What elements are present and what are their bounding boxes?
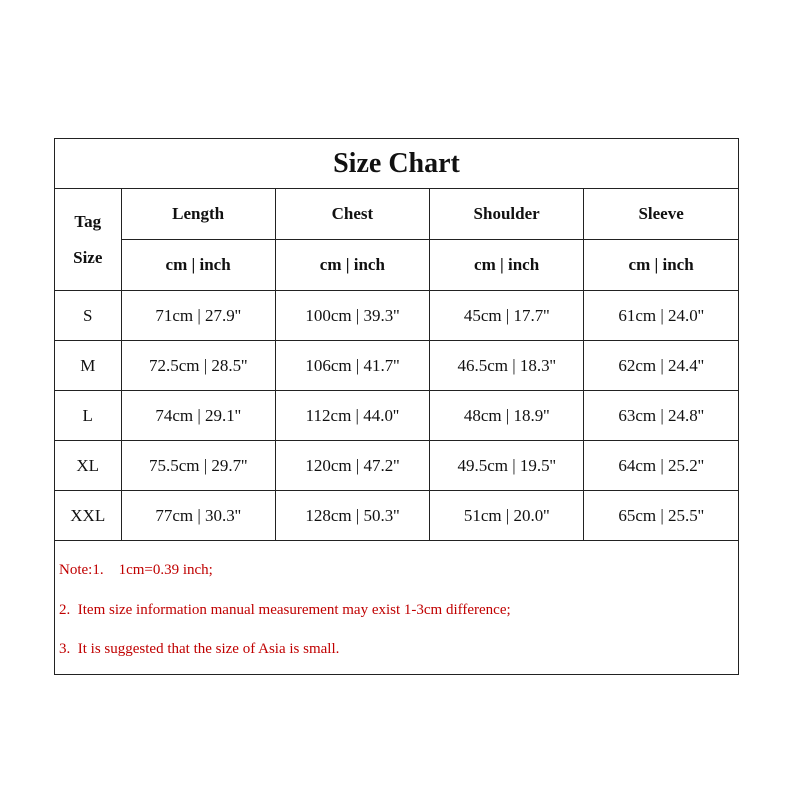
shoulder-cell: 49.5cm | 19.5'' (430, 441, 584, 491)
chest-cell: 120cm | 47.2'' (275, 441, 429, 491)
column-header-chest: Chest (275, 189, 429, 240)
size-chart (54, 138, 739, 675)
chest-cell: 106cm | 41.7'' (275, 341, 429, 391)
unit-header: cm | inch (121, 240, 275, 291)
size-cell: S (55, 291, 121, 341)
table-row (55, 291, 738, 341)
shoulder-cell: 48cm | 18.9'' (430, 391, 584, 441)
size-table (55, 189, 738, 541)
sleeve-cell: 61cm | 24.0'' (584, 291, 738, 341)
column-header-length: Length (121, 189, 275, 240)
size-cell: XXL (55, 491, 121, 541)
size-cell: L (55, 391, 121, 441)
chest-cell: 100cm | 39.3'' (275, 291, 429, 341)
sleeve-cell: 62cm | 24.4'' (584, 341, 738, 391)
tag-label: Tag (74, 211, 102, 231)
length-cell: 74cm | 29.1'' (121, 391, 275, 441)
size-cell: XL (55, 441, 121, 491)
chest-cell: 128cm | 50.3'' (275, 491, 429, 541)
chest-cell: 112cm | 44.0'' (275, 391, 429, 441)
column-header-sleeve: Sleeve (584, 189, 738, 240)
length-cell: 77cm | 30.3'' (121, 491, 275, 541)
length-cell: 75.5cm | 29.7'' (121, 441, 275, 491)
unit-row (55, 240, 738, 291)
size-cell: M (55, 341, 121, 391)
unit-header: cm | inch (584, 240, 738, 291)
table-row (55, 491, 738, 541)
header-row (55, 189, 738, 240)
table-row (55, 391, 738, 441)
sleeve-cell: 63cm | 24.8'' (584, 391, 738, 441)
note-line: 2. Item size information manual measurement may exist 1-3cm difference; (59, 601, 511, 618)
table-row (55, 341, 738, 391)
length-cell: 71cm | 27.9'' (121, 291, 275, 341)
sleeve-cell: 65cm | 25.5'' (584, 491, 738, 541)
shoulder-cell: 46.5cm | 18.3'' (430, 341, 584, 391)
note-line: Note:1. 1cm=0.39 inch; (59, 562, 213, 578)
unit-header: cm | inch (275, 240, 429, 291)
size-label: Size (73, 247, 103, 267)
note-line: 3. It is suggested that the size of Asia is small. (59, 641, 340, 657)
shoulder-cell: 51cm | 20.0'' (430, 491, 584, 541)
tag-size-header (55, 189, 121, 291)
length-cell: 72.5cm | 28.5'' (121, 341, 275, 391)
column-header-shoulder: Shoulder (430, 189, 584, 240)
shoulder-cell: 45cm | 17.7'' (430, 291, 584, 341)
sleeve-cell: 64cm | 25.2'' (584, 441, 738, 491)
table-row (55, 441, 738, 491)
chart-title: Size Chart (55, 139, 738, 189)
unit-header: cm | inch (430, 240, 584, 291)
notes-section (55, 541, 738, 668)
